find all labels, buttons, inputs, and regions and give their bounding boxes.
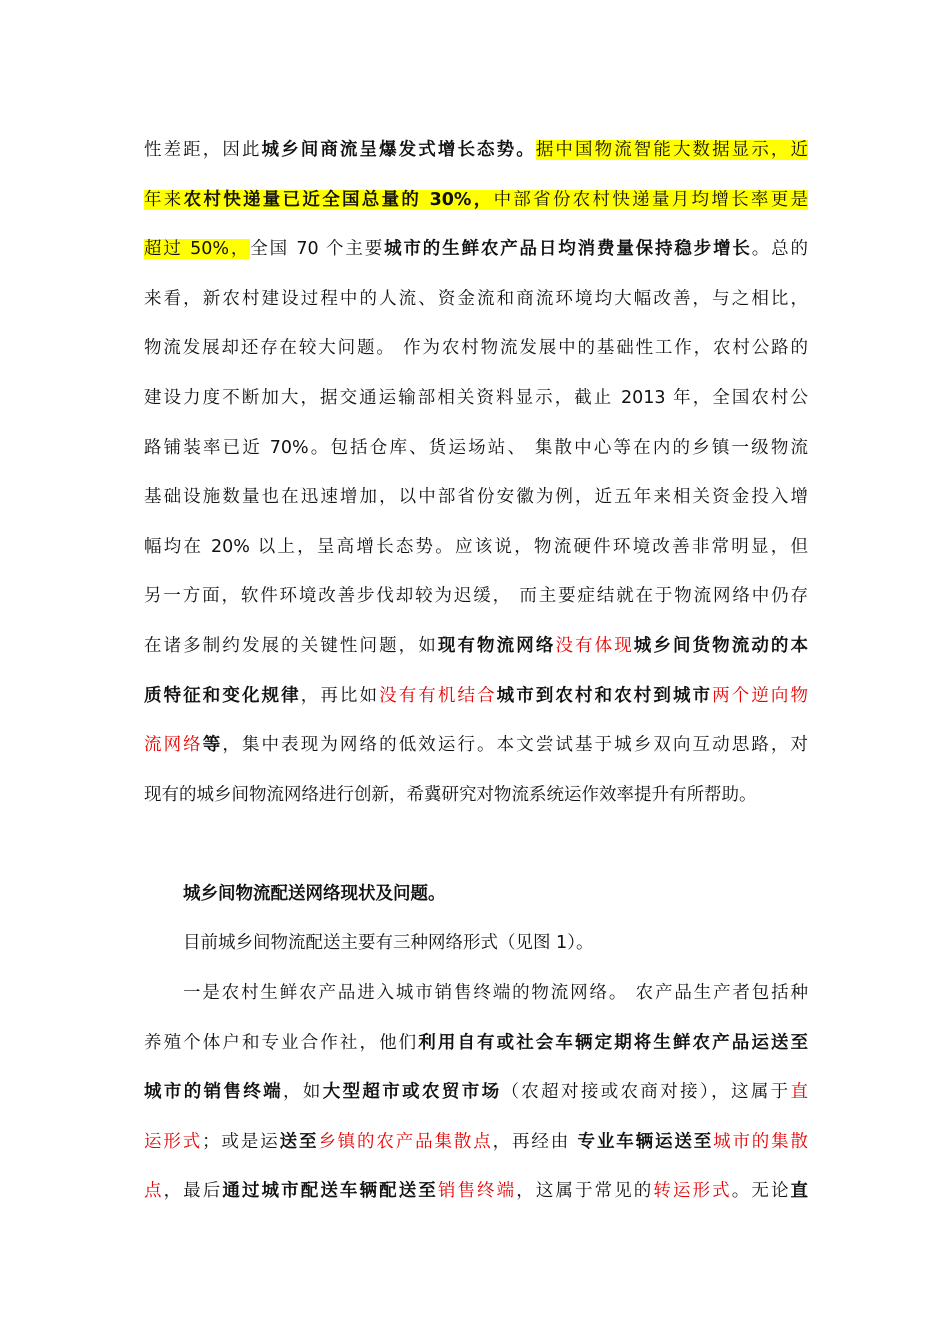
bold-text: 大型超市或农贸市场 <box>322 1082 502 1103</box>
text-line: 幅均在 20% 以上，呈高增长态势。应该说，物流硬件环境改善非常明显，但 <box>144 536 808 557</box>
bold-text: 城市的生鲜农产品日均消费量保持稳步增长 <box>384 239 752 260</box>
bold-text: 质特征和变化规律 <box>144 685 301 706</box>
bold-text: 直 <box>790 1181 809 1202</box>
section-heading <box>183 870 808 920</box>
bold-text: 利用自有或社会车辆定期将生鲜农产品运送至 <box>418 1032 809 1053</box>
text-run: 全国 70 个主要 <box>250 239 385 260</box>
text-run: 养殖个体户和专业合作社，他们 <box>144 1032 419 1053</box>
bold-text: 通过城市配送车辆配送至 <box>222 1181 438 1202</box>
text-line <box>144 225 808 275</box>
text-run: 。无论 <box>731 1181 791 1202</box>
text-run: ，再经由 <box>492 1131 578 1152</box>
red-text: 运形式 <box>144 1131 203 1152</box>
red-text: 城市的集散 <box>713 1131 809 1152</box>
text-run: 。总的 <box>751 239 809 260</box>
bold-text: 城市到农村和农村到城市 <box>496 685 713 706</box>
text-line <box>144 721 808 771</box>
red-text: 没有体现 <box>555 635 634 656</box>
text-line <box>144 1019 808 1069</box>
red-text: 销售终端 <box>437 1181 517 1202</box>
bold-text: 等 <box>202 735 223 756</box>
red-text: 直 <box>790 1082 809 1103</box>
highlighted-text: 据中国物流智能大数据显示，近 <box>535 140 809 160</box>
text-line <box>144 1068 808 1118</box>
paragraph-urban-rural-logistics-background <box>144 126 808 820</box>
red-text: 点 <box>144 1181 164 1202</box>
heading-text: 城乡间物流配送网络现状及问题。 <box>183 884 446 904</box>
text-run: ，最后 <box>163 1181 223 1202</box>
red-text: 转运形式 <box>653 1181 732 1202</box>
text-line: 基础设施数量也在迅速增加，以中部省份安徽为例，近五年来相关资金投入增 <box>144 487 808 508</box>
red-text: 没有有机结合 <box>379 685 497 706</box>
bold-text: 城乡间货物流动的本 <box>633 635 809 656</box>
text-run: ，这属于常见的 <box>516 1181 654 1202</box>
bold-text: 送至 <box>279 1131 319 1152</box>
text-run: ；或是运 <box>202 1131 280 1152</box>
text-run: 在诸多制约发展的关键性问题，如 <box>144 635 438 656</box>
text-line <box>144 176 808 226</box>
bold-text: 现有物流网络 <box>437 635 556 656</box>
highlighted-bold-text: 农村快递量已近全国总量的 30%， <box>183 189 494 210</box>
highlighted-text: 中部省份农村快递量月均增长率更是 <box>493 189 809 210</box>
text-run: （农超对接或农商对接），这属于 <box>501 1082 791 1103</box>
text-line: 来看，新农村建设过程中的人流、资金流和商流环境均大幅改善，与之相比， <box>144 288 808 309</box>
text-line: 一是农村生鲜农产品进入城市销售终端的物流网络。 农产品生产者包括种 <box>183 983 808 1003</box>
text-line: 另一方面，软件环境改善步伐却较为迟缓， 而主要症结就在于物流网络中仍存 <box>144 586 808 607</box>
text-line <box>144 672 808 722</box>
text-run: ，如 <box>283 1082 323 1103</box>
bold-text: 城乡间商流呈爆发式增长态势。 <box>261 140 536 160</box>
text-line: 物流发展却还存在较大问题。 作为农村物流发展中的基础性工作，农村公路的 <box>144 338 808 359</box>
text-line <box>144 1118 808 1168</box>
text-line: 建设力度不断加大，据交通运输部相关资料显示，截止 2013 年，全国农村公 <box>144 387 808 408</box>
red-text: 流网络 <box>144 735 203 756</box>
text-line <box>144 126 808 176</box>
text-line <box>144 622 808 672</box>
highlighted-text: 年来 <box>144 189 184 210</box>
text-run: ，集中表现为网络的低效运行。本文尝试基于城乡双向互动思路，对 <box>222 735 809 756</box>
text-run: 性差距，因此 <box>144 140 262 160</box>
bold-text: 城市的销售终端 <box>144 1082 283 1103</box>
highlighted-text: 超过 50%， <box>144 239 251 260</box>
text-run: ，再比如 <box>300 685 380 706</box>
red-text: 乡镇的农产品集散点 <box>318 1131 493 1152</box>
text-line: 目前城乡间物流配送主要有三种网络形式（见图 1）。 <box>183 933 594 953</box>
red-text: 两个逆向物 <box>712 685 809 706</box>
text-line: 路铺装率已近 70%。包括仓库、货运场站、 集散中心等在内的乡镇一级物流 <box>144 437 808 458</box>
paragraph-intro <box>183 919 808 969</box>
text-line <box>144 1167 808 1217</box>
paragraph-network-form-one <box>144 969 808 1217</box>
text-line: 现有的城乡间物流网络进行创新，希冀研究对物流系统运作效率提升有所帮助。 <box>144 784 757 805</box>
bold-text: 专业车辆运送至 <box>577 1131 714 1152</box>
